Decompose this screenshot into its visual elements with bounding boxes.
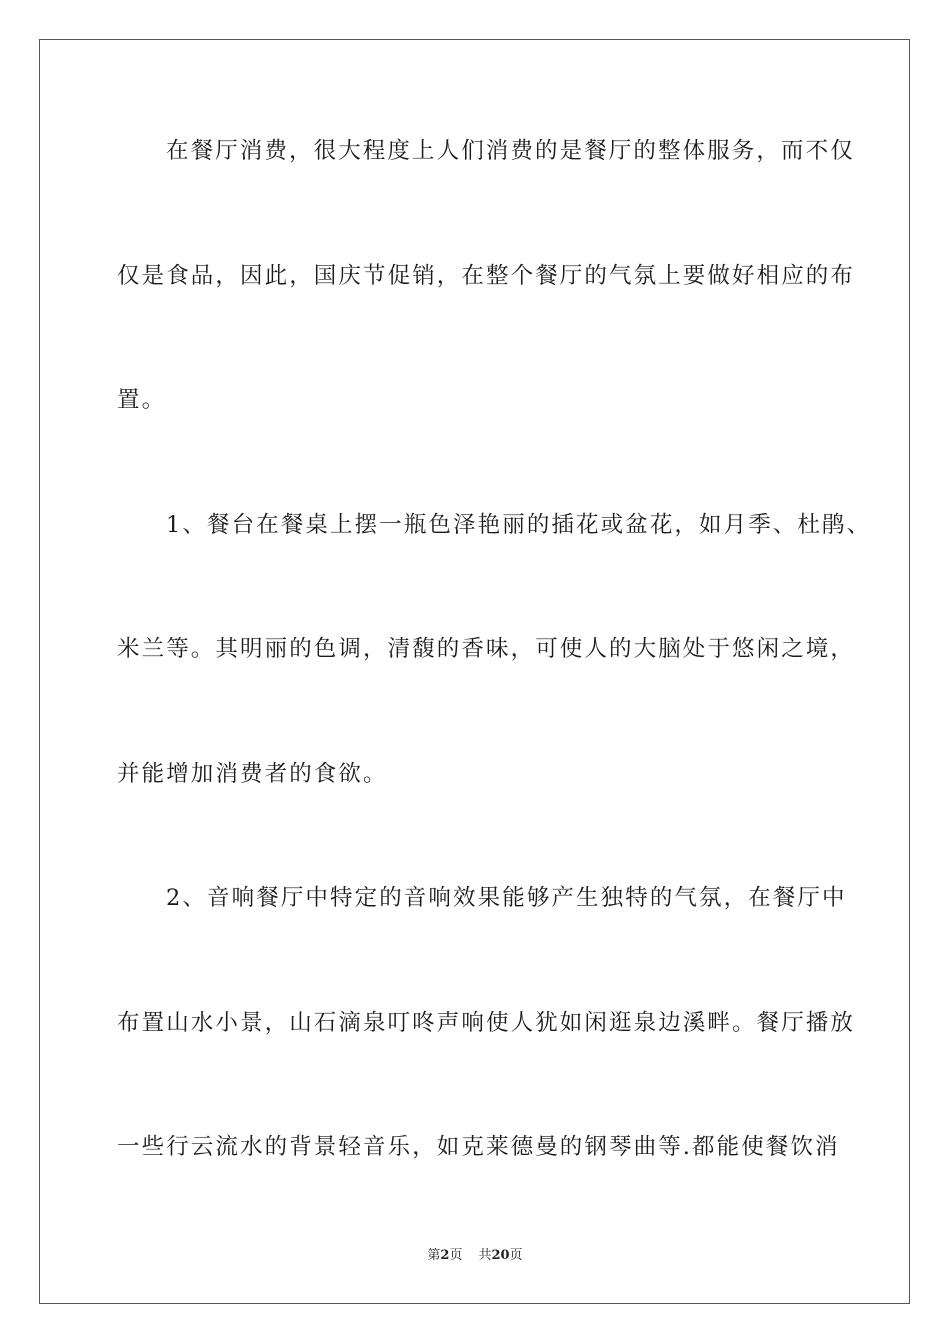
paragraph-3-line-1: 2、音响餐厅中特定的音响效果能够产生独特的气氛，在餐厅中: [166, 885, 847, 911]
page-prefix: 第: [427, 1248, 441, 1263]
page-border: [39, 39, 910, 1304]
page-suffix: 页: [449, 1248, 463, 1263]
paragraph-1-line-3: 置。: [117, 387, 167, 413]
total-prefix: 共: [478, 1248, 492, 1263]
page-footer: [0, 1247, 950, 1265]
paragraph-2-line-2: 米兰等。其明丽的色调，清馥的香味，可使人的大脑处于悠闲之境，: [117, 636, 856, 662]
paragraph-1-line-1: 在餐厅消费，很大程度上人们消费的是餐厅的整体服务，而不仅: [166, 138, 855, 164]
paragraph-2-line-3: 并能增加消费者的食欲。: [117, 761, 388, 787]
total-suffix: 页: [509, 1248, 523, 1263]
total-pages: 20: [491, 1248, 510, 1263]
paragraph-2-line-1: 1、餐台在餐桌上摆一瓶色泽艳丽的插花或盆花，如月季、杜鹃、: [166, 512, 872, 538]
paragraph-1-line-2: 仅是食品，因此，国庆节促销，在整个餐厅的气氛上要做好相应的布: [117, 263, 856, 289]
paragraph-3-line-2: 布置山水小景，山石滴泉叮咚声响使人犹如闲逛泉边溪畔。餐厅播放: [117, 1010, 856, 1036]
paragraph-3-line-3: 一些行云流水的背景轻音乐，如克莱德曼的钢琴曲等.都能使餐饮消: [117, 1134, 840, 1160]
page-number: 2: [440, 1248, 450, 1263]
